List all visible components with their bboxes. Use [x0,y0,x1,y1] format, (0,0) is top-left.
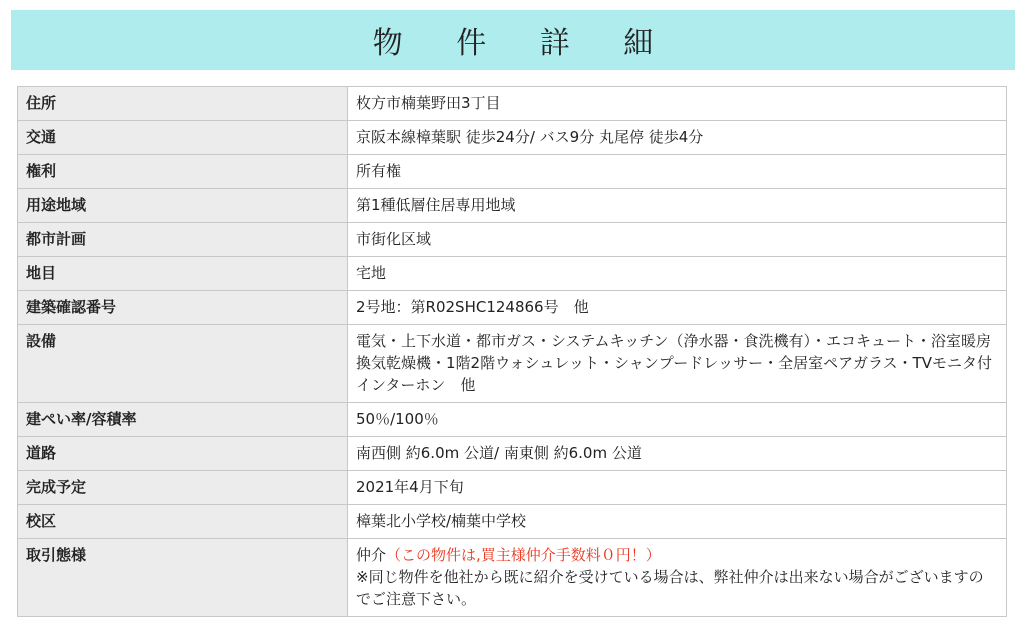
row-value: 50％/100％ [348,403,1007,437]
row-label: 交通 [18,121,348,155]
property-details-table [17,86,1007,617]
row-value: 2021年4月下旬 [348,471,1007,505]
row-label: 設備 [18,325,348,403]
table-row-zoning [18,189,1007,223]
table-row-address [18,87,1007,121]
table-row-school-district [18,505,1007,539]
transaction-type-text: 仲介 [356,546,387,564]
table-row-completion [18,471,1007,505]
row-value: 市街化区域 [348,223,1007,257]
row-value: 電気・上下水道・都市ガス・システムキッチン（浄水器・食洗機有）・エコキュート・浴室暖房換気乾燥機・1階2階ウォシュレット・シャンプードレッサー・全居室ペアガラス・TVモニタ付インターホン 他 [348,325,1007,403]
table-row-rights [18,155,1007,189]
table-row-land-category [18,257,1007,291]
row-label: 住所 [18,87,348,121]
row-label: 建ぺい率/容積率 [18,403,348,437]
table-row-transaction-type [18,539,1007,617]
row-label: 権利 [18,155,348,189]
row-label: 校区 [18,505,348,539]
row-value: 枚方市楠葉野田3丁目 [348,87,1007,121]
table-row-building-confirmation [18,291,1007,325]
page-header [11,10,1015,70]
row-value: 京阪本線樟葉駅 徒歩24分/ バス9分 丸尾停 徒歩4分 [348,121,1007,155]
row-value: 宅地 [348,257,1007,291]
row-label: 完成予定 [18,471,348,505]
disclaimer-note: ※同じ物件を他社から既に紹介を受けている場合は、弊社仲介は出来ない場合がございますのでご注意下さい。 [356,568,984,608]
row-label: 道路 [18,437,348,471]
table-row-city-planning [18,223,1007,257]
page-title: 物 件 詳 細 [372,26,676,61]
row-value: 南西側 約6.0m 公道/ 南東側 約6.0m 公道 [348,437,1007,471]
row-label: 用途地域 [18,189,348,223]
table-row-access [18,121,1007,155]
row-value: 所有権 [348,155,1007,189]
row-label: 都市計画 [18,223,348,257]
table-row-facilities [18,325,1007,403]
row-value: 2号地：第R02SHC124866号 他 [348,291,1007,325]
row-label: 取引態様 [18,539,348,617]
row-label: 地目 [18,257,348,291]
commission-free-note: （この物件は,買主様仲介手数料０円！） [386,546,661,564]
row-value: 樟葉北小学校/楠葉中学校 [348,505,1007,539]
row-label: 建築確認番号 [18,291,348,325]
table-row-road [18,437,1007,471]
table-row-coverage-ratio [18,403,1007,437]
row-value-transaction [348,539,1007,617]
row-value: 第1種低層住居専用地域 [348,189,1007,223]
